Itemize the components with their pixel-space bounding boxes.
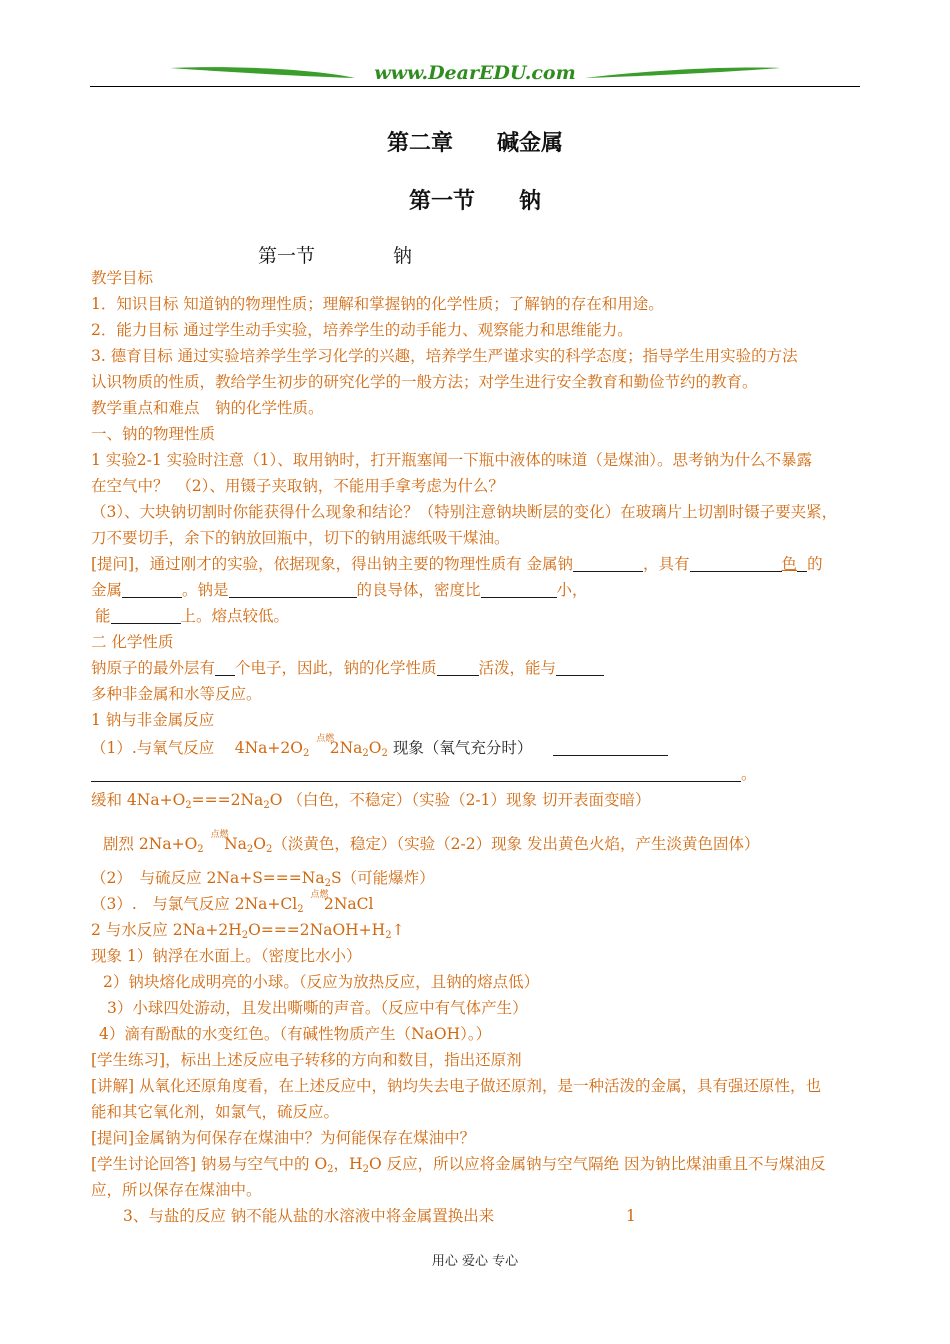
goal-moral-cont: 认识物质的性质，教给学生初步的研究化学的一般方法；对学生进行安全教育和勤俭节约的教育。 (91, 373, 758, 391)
equation-text: ===2Na (191, 791, 264, 809)
ignite-label: 点燃 (210, 830, 229, 840)
footer-motto: 用心 爱心 专心 (431, 1254, 519, 1269)
ignite-label: 点燃 (310, 890, 329, 900)
ignite-condition (209, 830, 229, 854)
equation-text: 2 与水反应 2Na+2H (91, 921, 242, 939)
question-physical-3 (95, 606, 289, 626)
chlorine-reaction (91, 890, 374, 915)
answer-text: O 反应，所以应将金属钠与空气隔绝 因为钠比煤油重且不与煤油反 (368, 1155, 826, 1173)
question-text: 上。熔点较低。 (180, 607, 290, 625)
blank-field[interactable] (797, 555, 807, 572)
salt-reaction: 3、与盐的反应 钠不能从盐的水溶液中将金属置换出来 (123, 1207, 495, 1225)
equation-text: （1）.与氧气反应 4Na+2O (91, 739, 303, 757)
question-text: [提问]，通过刚才的实验，依据现象，得出钠主要的物理性质有 金属钠 (91, 555, 574, 573)
nonmetal-heading: 1 钠与非金属反应 (91, 711, 215, 729)
blank-field[interactable] (91, 765, 741, 782)
discussion-answer (91, 1154, 826, 1174)
blank-field[interactable] (556, 659, 604, 676)
experiment-note-4: 刀不要切手，余下的钠放回瓶中，切下的钠用滤纸吸干煤油。 (91, 529, 510, 547)
blank-field[interactable] (437, 659, 479, 676)
gas-arrow: ↑ (391, 921, 405, 939)
phenomenon-1: 现象 1）钠浮在水面上。（密度比水小） (91, 947, 362, 965)
explanation-cont: 能和其它氧化剂，如氯气，硫反应。 (91, 1103, 340, 1121)
question-text: 活泼，能与 (478, 659, 557, 677)
phenomenon-2: 2）钠块熔化成明亮的小球。（反应为放热反应，且钠的熔点低） (103, 973, 540, 991)
header-rule (90, 86, 860, 87)
question-text: 。钠是 (182, 581, 229, 599)
question-kerosene: [提问]金属钠为何保存在煤油中？为何能保存在煤油中？ (91, 1129, 476, 1147)
period: 。 (741, 765, 757, 783)
question-text: 金属 (91, 581, 123, 599)
oxygen-reaction (91, 734, 668, 759)
equation-text: O (368, 739, 382, 757)
goal-ability: 2．能力目标 通过学生动手实验，培养学生的动手能力、观察能力和思维能力。 (91, 321, 633, 339)
goal-knowledge: 1．知识目标 知道钠的物理性质；理解和掌握钠的化学性质；了解钠的存在和用途。 (91, 295, 664, 313)
site-logo-text: www.DearEDU.com (374, 62, 576, 84)
color-word: 色 (781, 555, 798, 573)
equation-text: （淡黄色，稳定）（实验（2-2）现象 发出黄色火焰，产生淡黄色固体） (272, 835, 760, 853)
question-text: 的良导体，密度比 (356, 581, 481, 599)
subscript: 2 (324, 878, 331, 889)
equation-text: Na (224, 835, 247, 853)
blank-field[interactable] (690, 555, 782, 572)
subscript: 2 (302, 748, 310, 759)
subscript: 2 (385, 930, 392, 941)
experiment-note-3: （3）、大块钠切割时你能获得什么现象和结论？（特别注意钠块断层的变化）在玻璃片上切割时镊子要夹紧， (91, 503, 838, 521)
blank-field[interactable] (111, 607, 181, 624)
explanation: [讲解] 从氧化还原角度看，在上述反应中，钠均失去电子做还原剂，是一种活泼的金属，具有强还原性，也 (91, 1077, 822, 1095)
key-points: 教学重点和难点 钠的化学性质。 (91, 399, 324, 417)
question-text: 的 (807, 555, 823, 573)
ignite-condition (314, 734, 335, 758)
teaching-goals-heading: 教学目标 (91, 269, 154, 287)
sulfur-reaction (91, 868, 435, 888)
equation-text: 缓和 4Na+O (91, 791, 186, 809)
discussion-answer-cont: 应，所以保存在煤油中。 (91, 1181, 262, 1199)
physical-props-heading: 一、钠的物理性质 (91, 425, 216, 443)
blank-field[interactable] (215, 659, 235, 676)
equation-text: 2NaCl (324, 895, 374, 913)
section-title: 第一节 钠 (408, 188, 541, 214)
ignite-condition (309, 890, 329, 914)
blank-field[interactable] (553, 739, 668, 756)
subsection-title-a: 第一节 (258, 245, 316, 267)
equation-text: O (253, 835, 267, 853)
chemical-props-heading: 二 化学性质 (91, 633, 174, 651)
phenomenon-3: 3）小球四处游动，且发出嘶嘶的声音。（反应中有气体产生） (107, 999, 528, 1017)
subscript: 2 (297, 904, 304, 915)
equation-text: 2Na (329, 739, 363, 757)
reacts-with: 多种非金属和水等反应。 (91, 685, 262, 703)
goal-moral: 3. 德育目标 通过实验培养学生学习化学的兴趣，培养学生严谨求实的科学态度；指导学生用实验的方法 (91, 347, 798, 365)
blank-field[interactable] (573, 555, 643, 572)
equation-text: S（可能爆炸） (330, 869, 435, 887)
equation-text: （2） 与硫反应 2Na+S===Na (91, 869, 325, 887)
question-text: 个电子，因此，钠的化学性质 (235, 659, 437, 677)
blank-field[interactable] (229, 581, 357, 598)
subscript: 2 (381, 748, 388, 759)
question-text: 钠原子的最外层有 (91, 659, 216, 677)
equation-text: O===2NaOH+H (248, 921, 386, 939)
experiment-note-2: 在空气中？ （2）、用镊子夹取钠，不能用手拿考虑为什么？ (91, 477, 504, 495)
answer-text: [学生讨论回答] 钠易与空气中的 O (91, 1155, 328, 1173)
question-text: 能 (95, 607, 111, 625)
question-physical (91, 554, 823, 574)
question-text: ，具有 (643, 555, 690, 573)
subsection-title-b: 钠 (393, 245, 413, 267)
subscript: 2 (263, 800, 270, 811)
subscript: 2 (246, 844, 254, 855)
page-number: 1 (626, 1207, 636, 1225)
subscript: 2 (327, 1164, 334, 1175)
mild-reaction (91, 790, 650, 810)
answer-text: ，H (333, 1155, 363, 1173)
subscript: 2 (241, 930, 249, 941)
ignite-label: 点燃 (316, 734, 335, 744)
vigorous-reaction (103, 830, 760, 855)
subscript: 2 (362, 748, 369, 759)
equation-text: O （白色，不稳定）（实验（2-1）现象 切开表面变暗） (269, 791, 651, 809)
phenomenon-4: 4）滴有酚酞的水变红色。（有碱性物质产生（NaOH）。） (99, 1025, 492, 1043)
outer-electrons (91, 658, 604, 678)
water-reaction (91, 920, 405, 940)
oxygen-answer-line (91, 764, 757, 784)
blank-field[interactable] (122, 581, 182, 598)
chapter-title: 第二章 碱金属 (386, 130, 563, 156)
experiment-note-1: 1 实验2-1 实验时注意（1）、取用钠时，打开瓶塞闻一下瓶中液体的味道（是煤油）。思考钠为什么不暴露 (91, 451, 813, 469)
question-physical-2 (91, 580, 588, 600)
question-text: 小， (556, 581, 588, 599)
equation-text: （3）. 与氯气反应 2Na+Cl (91, 895, 298, 913)
subscript: 2 (362, 1164, 369, 1175)
blank-field[interactable] (481, 581, 557, 598)
subscript: 2 (197, 844, 204, 855)
subscript: 2 (266, 844, 273, 855)
phenomenon-label: 现象（氧气充分时） (387, 739, 533, 757)
student-exercise: [学生练习]，标出上述反应电子转移的方向和数目，指出还原剂 (91, 1051, 522, 1069)
equation-text: 剧烈 2Na+O (103, 835, 198, 853)
site-header (90, 60, 860, 90)
subscript: 2 (185, 800, 192, 811)
